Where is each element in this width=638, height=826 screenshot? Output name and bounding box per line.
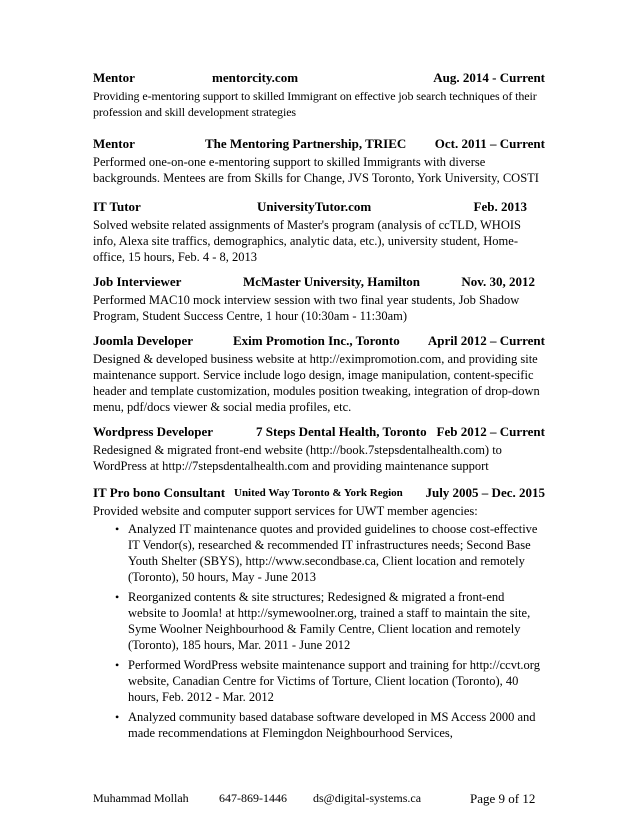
bullet-icon: •	[115, 710, 120, 724]
entry-header	[93, 333, 545, 350]
entry-org: 7 Steps Dental Health, Toronto	[256, 424, 427, 439]
list-item-text: Reorganized contents & site structures; Redesigned & migrated a front-end website to Joomla! at http://symewoolner.org, trained a staff to maintain the site, Syme Woolner Neighbourhood & Family Centre, Client location and remotely (Toronto), 185 hours, Mar. 2011 - June 2012	[128, 590, 531, 652]
bullet-icon: •	[115, 590, 120, 604]
entry-date: July 2005 – Dec. 2015	[425, 485, 545, 500]
entry-role: Job Interviewer	[93, 274, 182, 289]
entry-role: Mentor	[93, 70, 135, 85]
list-item	[93, 709, 545, 741]
entry-role: Wordpress Developer	[93, 424, 213, 439]
page-footer	[93, 791, 545, 807]
entry-header	[93, 70, 545, 87]
entry-mentorcity	[93, 70, 545, 120]
entry-header	[93, 485, 545, 502]
entry-date: Nov. 30, 2012	[461, 274, 535, 289]
list-item	[93, 589, 545, 653]
entry-role: Joomla Developer	[93, 333, 194, 348]
list-item	[93, 521, 545, 585]
entry-triec	[93, 136, 545, 186]
entry-header	[93, 424, 545, 441]
entry-description: Performed MAC10 mock interview session with two final year students, Job Shadow Program, Student Success Centre, 1 hour (10:30am - 11:30am)	[93, 293, 520, 323]
footer-phone: 647-869-1446	[219, 791, 287, 805]
entry-date: Aug. 2014 - Current	[433, 70, 545, 85]
entry-header	[93, 199, 545, 216]
entry-org: Exim Promotion Inc., Toronto	[233, 333, 400, 348]
bullet-list	[93, 521, 545, 741]
list-item-text: Analyzed community based database software developed in MS Access 2000 and made recommendations at Flemingdon Neighbourhood Services,	[128, 710, 536, 740]
entry-org: McMaster University, Hamilton	[243, 274, 421, 289]
entry-role: IT Tutor	[93, 199, 141, 214]
entry-description: Designed & developed business website at http://eximpromotion.com, and providing site maintenance support. Service include logo design, image manipulation, content-specific header and template customization, modules position tweaking, integration of drop-down menu, pdf/docs viewer & social media profiles, etc.	[93, 352, 540, 414]
entry-description: Solved website related assignments of Master's program (analysis of ccTLD, WHOIS info, Alexa site traffics, demographics, analytic data, etc.), university student, Home-office, 15 hours, Feb. 4 - 8, 2013	[93, 218, 521, 264]
entry-org: United Way Toronto & York Region	[234, 487, 403, 499]
footer-name: Muhammad Mollah	[93, 791, 189, 805]
entry-header	[93, 274, 545, 291]
entry-mcmaster	[93, 274, 545, 324]
entry-date: April 2012 – Current	[427, 333, 545, 348]
entry-description: Providing e-mentoring support to skilled Immigrant on effective job search techniques of their profession and skill development strategies	[93, 89, 537, 119]
entry-org: mentorcity.com	[212, 70, 299, 85]
entry-org: UniversityTutor.com	[257, 199, 372, 214]
footer-email: ds@digital-systems.ca	[313, 791, 422, 805]
list-item	[93, 657, 545, 705]
entry-date: Feb 2012 – Current	[436, 424, 545, 439]
entry-role: IT Pro bono Consultant	[93, 485, 226, 500]
entry-7steps	[93, 424, 545, 474]
entry-role: Mentor	[93, 136, 135, 151]
list-item-text: Analyzed IT maintenance quotes and provided guidelines to choose cost-effective IT Vendor(s), researched & recommended IT infrastructures needs; Second Base Youth Shelter (SBYS), http://www.secondbase.ca, Client location and remotely (Toronto), 50 hours, May - June 2013	[128, 522, 538, 584]
entry-uwt	[93, 485, 545, 745]
entry-universitytutor	[93, 199, 545, 265]
entry-description: Performed one-on-one e-mentoring support to skilled Immigrants with diverse backgrounds. Mentees are from Skills for Change, JVS Toronto, York University, COSTI	[93, 155, 539, 185]
entry-exim	[93, 333, 545, 415]
entry-org: The Mentoring Partnership, TRIEC	[205, 136, 407, 151]
footer-page-number: Page 9 of 12	[470, 791, 536, 806]
bullet-icon: •	[115, 522, 120, 536]
entry-description: Redesigned & migrated front-end website (http://book.7stepsdentalhealth.com) to WordPress at http://7stepsdentalhealth.com and providing maintenance support	[93, 443, 502, 473]
entry-date: Feb. 2013	[473, 199, 527, 214]
entry-header	[93, 136, 545, 153]
bullet-icon: •	[115, 658, 120, 672]
entry-date: Oct. 2011 – Current	[434, 136, 545, 151]
entry-description: Provided website and computer support services for UWT member agencies:	[93, 504, 478, 518]
list-item-text: Performed WordPress website maintenance support and training for http://ccvt.org website, Canadian Centre for Victims of Torture, Client location (Toronto), 40 hours, Feb. 2012 - Mar. 2012	[128, 658, 540, 704]
